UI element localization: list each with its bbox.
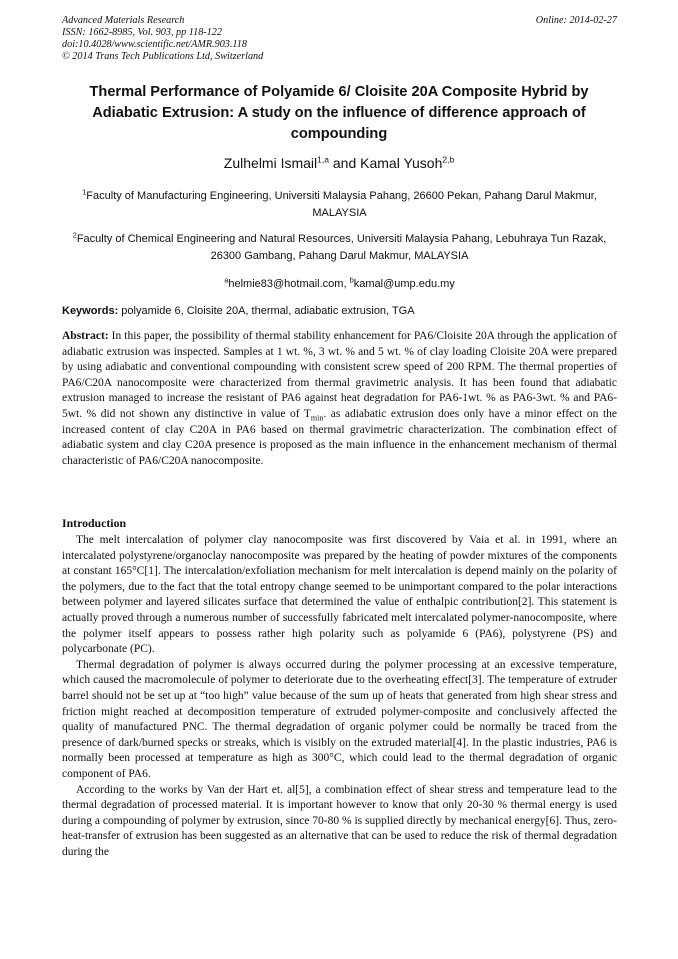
affiliation-2: [62, 231, 617, 265]
author-superscript: 1,a: [317, 154, 329, 165]
email-superscript: b: [349, 275, 354, 285]
author-line: [0, 154, 678, 172]
journal-copyright: © 2014 Trans Tech Publications Ltd, Switzerland: [62, 51, 264, 62]
body-paragraph: Thermal degradation of polymer is always occurred during the polymer processing at an excessive temperature, which caused the macromolecule of polymer to deteriorate due to the overheating effect[3]. The temperature of extruder barrel should not be set up at “too high” value because of the sum up of heats that generated from high shear stress and friction might reached at decomposition temperature of extruded polymer-composite and conclusively affected the quality of manufactured PNC. The thermal degradation of organic polymer could be normally be traced from the presence of dark/burned specks or streaks, which is visibly on the extruded material[4]. In the plastic industries, PA6 is normally been processed at temperature as high as 300°C, which could lead to the thermal degradation of organic component of PA6.: [62, 658, 617, 780]
author-name: Kamal Yusoh: [360, 155, 443, 171]
introduction-body: [62, 533, 617, 860]
journal-doi: doi:10.4028/www.scientific.net/AMR.903.118: [62, 39, 247, 50]
abstract-label: Abstract:: [62, 330, 109, 342]
abstract-subscript: min: [310, 413, 324, 423]
body-paragraph: According to the works by Van der Hart et. al[5], a combination effect of shear stress and temperature lead to the thermal degradation of processed material. It is important however to know that only 20-30 % thermal energy is used during a compounding of polymer by extrusion, since 70-80 % is supplied directly by mechanical energy[6]. Thus, zero-heat-transfer of extrusion has been suggested as an alternative that can be used to reduce the risk of thermal degradation during the: [62, 783, 617, 858]
email-link: helmie83@hotmail.com,: [228, 278, 350, 290]
keywords-label: Keywords:: [62, 305, 119, 317]
author-superscript: 2,b: [442, 154, 455, 165]
section-heading-introduction: Introduction: [62, 516, 127, 530]
email-superscript: a: [224, 275, 229, 285]
affiliation-superscript: 2: [72, 230, 77, 240]
email-link: kamal@ump.edu.my: [353, 278, 455, 290]
affiliation-1: [62, 188, 617, 222]
keywords: [62, 304, 617, 318]
author-conjunction: and: [328, 155, 361, 171]
abstract-text: In this paper, the possibility of thermal stability enhancement for PA6/Cloisite 20A through the application of adiabatic extrusion was inspected. Samples at 1 wt. %, 3 wt. % and 5 wt. % of clay loading Cloisite 20A were prepared by using adiabatic and conventional compounding with consistent screw speed of 200 RPM. The thermal properties of PA6/C20A nanocomposite were characterized from thermal gravimetric analysis. It has been found that adiabatic extrusion managed to increase the resistant of PA6 against heat degradation for PA6-1wt. % as PA6-3wt. % and PA6-5wt. % did not shown any distinctive in value of T: [62, 330, 617, 420]
journal-issn: ISSN: 1662-8985, Vol. 903, pp 118-122: [62, 27, 222, 38]
affiliation-superscript: 1: [82, 187, 87, 197]
author-name: Zulhelmi Ismail: [223, 155, 318, 171]
author-emails: [62, 276, 617, 293]
journal-header: [62, 15, 617, 63]
affiliation-text: Faculty of Chemical Engineering and Natural Resources, Universiti Malaysia Pahang, Lebuhraya Tun Razak, 26300 Gambang, Pahang Darul Makmur, MALAYSIA: [76, 233, 607, 262]
abstract-text: . as adiabatic extrusion does only have a minor effect on the increased content of clay C20A in PA6 based on thermal gravimetric characterization. The combination effect of adiabatic system and clay C20A presence is proposed as the main influence in the enhancement mechanism of thermal characteristic of PA6/C20A nanocomposite.: [62, 407, 617, 467]
body-paragraph: The melt intercalation of polymer clay nanocomposite was first discovered by Vaia et al. in 1991, where an intercalated polystyrene/organoclay nanocomposite was prepared by the heating of powder mixtures of the components at constant 165°C[1]. The intercalation/exfoliation mechanism for melt intercalation is depend mainly on the polarity of the polymers, due to the fact that the total entropy change seemed to be unimportant compared to the polar interactions between polymer and layered silicates surface that determined the value of enthalpic contribution[2]. This statement is actually proved through a numerous number of successfully fabricated melt intercalated polymer-nanocomposite, where the polymer itself appears to possess rather high polarity such as polyamide 6 (PA6), polystyrene (PS) and polycarbonate (PC).: [62, 534, 617, 656]
affiliation-text: Faculty of Manufacturing Engineering, Universiti Malaysia Pahang, 26600 Pekan, Pahang Darul Makmur, MALAYSIA: [86, 190, 597, 219]
journal-name: Advanced Materials Research: [62, 15, 185, 26]
online-date: Online: 2014-02-27: [535, 15, 617, 26]
paper-title: Thermal Performance of Polyamide 6/ Cloisite 20A Composite Hybrid by Adiabatic Extrusion: A study on the influence of difference approach of compounding: [89, 84, 589, 142]
keywords-text: polyamide 6, Cloisite 20A, thermal, adiabatic extrusion, TGA: [118, 305, 415, 317]
abstract: [62, 329, 617, 469]
